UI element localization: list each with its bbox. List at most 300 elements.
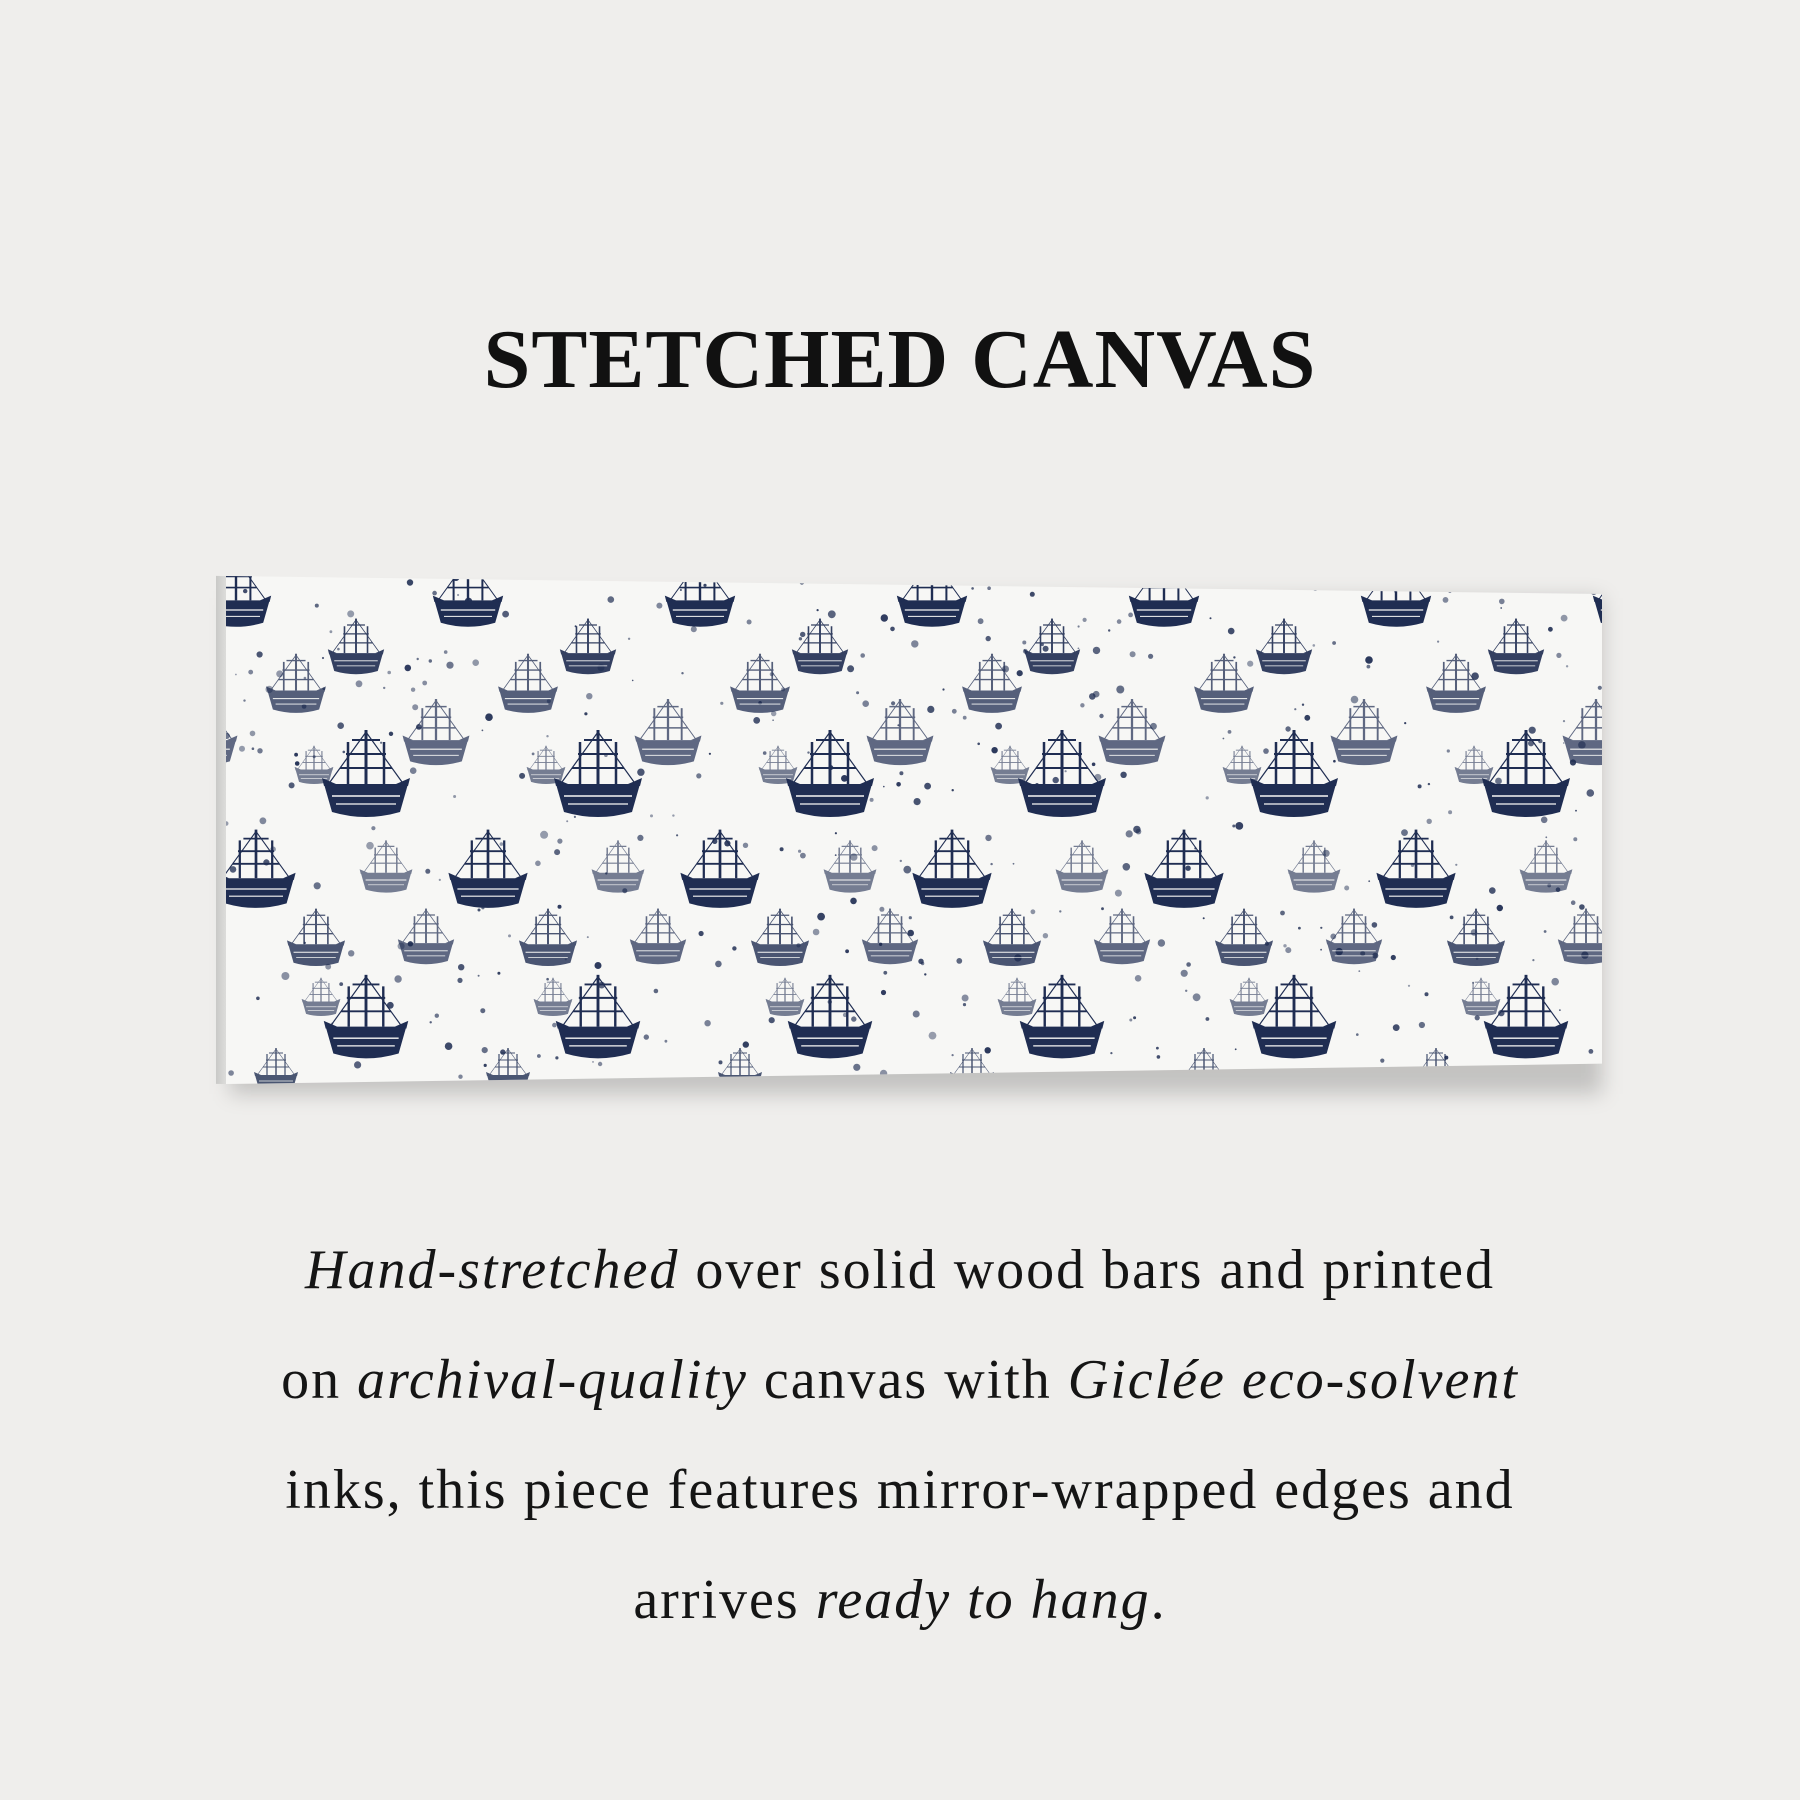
desc-line4-text-b: .: [1150, 1569, 1167, 1631]
dot-mark: [952, 789, 954, 791]
dot-mark: [1099, 714, 1103, 718]
sailing-ship-icon: [560, 619, 616, 675]
sailing-ship-icon: [592, 840, 645, 892]
dot-mark: [1110, 1052, 1112, 1054]
dot-mark: [1185, 866, 1190, 871]
dot-mark: [881, 990, 886, 995]
dot-mark: [1078, 625, 1080, 627]
dot-mark: [1031, 909, 1036, 914]
dot-mark: [422, 681, 427, 686]
canvas-print-mockup: [216, 576, 1602, 1086]
dot-mark: [990, 863, 992, 865]
dot-mark: [1232, 825, 1235, 828]
dot-mark: [650, 814, 653, 817]
dot-mark: [1181, 970, 1188, 977]
dot-mark: [1499, 599, 1505, 605]
dot-mark: [1448, 810, 1452, 814]
dot-mark: [1235, 1048, 1237, 1050]
dot-mark: [1228, 628, 1235, 635]
dot-mark: [1509, 576, 1513, 579]
dot-mark: [891, 701, 895, 705]
sailing-ship-icon: [322, 730, 410, 817]
dot-mark: [637, 769, 644, 776]
dot-mark: [1393, 1024, 1400, 1031]
dot-mark: [478, 909, 481, 912]
dot-mark: [1126, 579, 1128, 581]
dot-mark: [552, 1023, 557, 1028]
dot-mark: [257, 651, 263, 657]
dot-mark: [1093, 691, 1100, 698]
dot-mark: [1447, 749, 1450, 752]
dot-mark: [347, 610, 354, 617]
sailing-ship-icon: [324, 975, 408, 1059]
dot-mark: [952, 1054, 954, 1056]
dot-mark: [1332, 641, 1336, 645]
sailing-ship-icon: [1129, 576, 1199, 627]
sailing-ship-icon: [1230, 978, 1269, 1016]
dot-mark: [444, 650, 448, 654]
dot-mark: [956, 958, 962, 964]
dot-mark: [921, 962, 924, 965]
sailing-ship-icon: [302, 978, 341, 1016]
dot-mark: [709, 753, 711, 755]
sailing-ship-icon: [1024, 619, 1080, 675]
dot-mark: [480, 1008, 485, 1013]
sailing-ship-icon: [266, 654, 326, 713]
dot-mark: [1425, 992, 1429, 996]
dot-mark: [1575, 810, 1577, 812]
sailing-ship-icon: [1558, 909, 1602, 965]
dot-mark: [1053, 777, 1059, 783]
dot-mark: [1298, 927, 1301, 930]
sailing-ship-icon: [519, 909, 577, 966]
dot-mark: [1572, 578, 1574, 580]
dot-mark: [1404, 722, 1406, 724]
dot-mark: [226, 821, 229, 826]
dot-mark: [235, 674, 237, 676]
dot-mark: [435, 1014, 439, 1018]
dot-mark: [354, 1061, 361, 1068]
dot-mark: [1158, 939, 1165, 946]
dot-mark: [807, 751, 809, 753]
dot-mark: [1193, 993, 1201, 1001]
dot-mark: [387, 671, 391, 675]
dot-mark: [1185, 990, 1187, 992]
dot-mark: [1148, 654, 1153, 659]
dot-mark: [1571, 900, 1576, 905]
dot-mark: [330, 630, 333, 633]
sailing-ship-icon: [1376, 830, 1455, 908]
dot-mark: [1559, 1009, 1561, 1011]
dot-mark: [1561, 615, 1568, 622]
dot-mark: [835, 854, 837, 856]
product-description: [150, 1215, 1650, 1655]
dot-mark: [540, 831, 548, 839]
sailing-ship-icon: [867, 699, 934, 765]
dot-mark: [1302, 704, 1304, 706]
sailing-ship-icon: [998, 978, 1037, 1016]
dot-mark: [772, 719, 774, 721]
dot-mark: [405, 665, 412, 672]
sailing-ship-icon: [486, 1048, 530, 1084]
dot-mark: [1116, 686, 1124, 694]
dot-mark: [389, 732, 393, 736]
dot-mark: [1043, 646, 1049, 652]
sailing-ship-icon: [226, 699, 237, 765]
dot-mark: [719, 1060, 723, 1064]
dot-mark: [896, 782, 901, 787]
dot-mark: [1320, 927, 1322, 929]
dot-mark: [1194, 582, 1196, 584]
dot-mark: [228, 1070, 234, 1076]
dot-mark: [1108, 629, 1110, 631]
sailing-ship-icon: [1484, 975, 1568, 1059]
dot-mark: [985, 835, 991, 841]
desc-emphasis-archival: archival-quality: [357, 1349, 748, 1411]
dot-mark: [1541, 817, 1548, 824]
dot-mark: [592, 1061, 594, 1063]
dot-mark: [1223, 738, 1225, 740]
dot-mark: [860, 653, 865, 658]
dot-mark: [1351, 696, 1359, 704]
dot-mark: [598, 1062, 602, 1066]
desc-emphasis-ready: ready to hang: [815, 1569, 1151, 1631]
dot-mark: [584, 712, 587, 715]
sailing-ship-icon: [1256, 619, 1312, 675]
dot-mark: [537, 1054, 541, 1058]
dot-mark: [1419, 1022, 1425, 1028]
dot-mark: [800, 853, 806, 859]
dot-mark: [1401, 829, 1408, 836]
sailing-ship-icon: [1018, 730, 1106, 817]
sailing-ship-icon: [328, 619, 384, 675]
dot-mark: [339, 982, 343, 986]
dot-mark: [903, 866, 911, 874]
dot-mark: [411, 688, 415, 692]
sailing-ship-icon: [630, 909, 686, 965]
dot-mark: [924, 973, 926, 975]
dot-mark: [1500, 607, 1502, 609]
sailing-ship-icon: [824, 840, 877, 892]
dot-mark: [847, 665, 854, 672]
dot-mark: [457, 594, 459, 596]
dot-mark: [502, 611, 509, 618]
dot-mark: [1590, 588, 1597, 595]
dot-mark: [1130, 651, 1136, 657]
dot-mark: [586, 693, 592, 699]
sailing-ship-icon: [1194, 654, 1254, 713]
dot-mark: [879, 907, 884, 912]
dot-mark: [881, 614, 888, 621]
dot-mark: [813, 929, 820, 936]
dot-mark: [260, 817, 267, 824]
sailing-ship-icon: [403, 699, 470, 765]
sailing-ship-icon: [527, 746, 566, 784]
dot-mark: [1358, 970, 1360, 972]
dot-mark: [243, 699, 245, 701]
dot-mark: [257, 748, 262, 753]
page-title: STETCHED CANVAS: [483, 313, 1317, 406]
sailing-ship-icon: [398, 909, 454, 965]
dot-mark: [1320, 949, 1322, 951]
desc-emphasis-giclee: Giclée eco-solvent: [1067, 1349, 1519, 1411]
dot-mark: [1092, 763, 1096, 767]
desc-line4-text-a: arrives: [633, 1569, 816, 1631]
dot-mark: [1136, 829, 1142, 835]
dot-mark: [1489, 887, 1496, 894]
dot-mark: [986, 636, 991, 641]
dot-mark: [1589, 1049, 1594, 1054]
dot-mark: [872, 845, 878, 851]
dot-mark: [817, 913, 825, 921]
sailing-ship-icon: [1462, 978, 1501, 1016]
dot-mark: [962, 995, 969, 1002]
dot-mark: [1471, 672, 1479, 680]
dot-mark: [991, 747, 997, 753]
sailing-ship-icon: [295, 746, 334, 784]
dot-mark: [574, 816, 576, 818]
dot-mark: [508, 934, 511, 937]
dot-mark: [1235, 822, 1243, 830]
dot-mark: [478, 975, 480, 977]
dot-mark: [924, 783, 931, 790]
dot-mark: [295, 761, 300, 766]
dot-mark: [322, 657, 324, 659]
dot-mark: [753, 717, 760, 724]
dot-mark: [429, 659, 432, 662]
dot-mark: [1313, 644, 1316, 647]
dot-mark: [371, 826, 375, 830]
sailing-ship-icon: [1252, 975, 1336, 1059]
dot-mark: [914, 798, 921, 805]
dot-mark: [557, 839, 562, 844]
dot-mark: [913, 1011, 920, 1018]
dot-mark: [1304, 715, 1310, 721]
dot-mark: [380, 742, 382, 744]
dot-mark: [558, 905, 562, 909]
dot-mark: [1078, 648, 1080, 650]
dot-mark: [856, 691, 859, 694]
sailing-ship-icon: [786, 730, 874, 817]
dot-mark: [1117, 619, 1122, 624]
dot-mark: [1059, 910, 1061, 912]
sailing-ship-icon: [534, 978, 573, 1016]
dot-mark: [1344, 886, 1349, 891]
dot-mark: [845, 949, 849, 953]
dot-mark: [870, 798, 874, 802]
sailing-ship-icon: [554, 730, 642, 817]
dot-mark: [1598, 686, 1602, 690]
dot-mark: [1556, 653, 1561, 658]
sailing-ship-icon: [1361, 576, 1431, 627]
sailing-ship-icon: [1563, 699, 1602, 765]
dot-mark: [1101, 907, 1104, 910]
dot-mark: [1017, 670, 1023, 676]
sailing-ship-icon: [788, 975, 872, 1059]
dot-mark: [1529, 727, 1536, 734]
dot-mark: [672, 814, 674, 816]
dot-mark: [985, 1047, 991, 1053]
sailing-ship-icon: [1488, 619, 1544, 675]
dot-mark: [1126, 830, 1133, 837]
dot-mark: [681, 672, 683, 674]
dot-mark: [383, 687, 385, 689]
dot-mark: [680, 589, 682, 591]
dot-mark: [800, 632, 805, 637]
dot-mark: [1313, 586, 1318, 591]
desc-line2-text-b: canvas with: [747, 1349, 1068, 1411]
dot-mark: [1587, 789, 1595, 797]
dot-mark: [554, 849, 560, 855]
sailing-ship-icon: [1455, 746, 1494, 784]
dot-mark: [446, 662, 453, 669]
dot-mark: [566, 820, 568, 822]
sailing-ship-icon: [751, 909, 809, 966]
dot-mark: [798, 850, 801, 853]
dot-mark: [453, 795, 456, 798]
dot-mark: [1263, 748, 1269, 754]
dot-mark: [900, 860, 902, 862]
dot-mark: [256, 997, 260, 1001]
dot-mark: [250, 731, 256, 737]
dot-mark: [1093, 647, 1100, 654]
dot-mark: [632, 680, 634, 682]
dot-mark: [1450, 916, 1454, 920]
dot-mark: [1418, 784, 1422, 788]
sailing-ship-icon: [1593, 576, 1602, 627]
dot-mark: [1129, 1019, 1132, 1022]
dot-mark: [366, 842, 374, 850]
sailing-ship-icon: [792, 619, 848, 675]
dot-mark: [1486, 589, 1490, 593]
dot-mark: [1156, 1047, 1159, 1050]
dot-mark: [472, 659, 479, 666]
dot-mark: [1544, 930, 1547, 933]
dot-mark: [407, 579, 413, 585]
dot-mark: [1455, 864, 1457, 866]
dot-mark: [1579, 904, 1585, 910]
dot-mark: [963, 1003, 966, 1006]
dot-mark: [715, 961, 722, 968]
dot-mark: [1206, 796, 1209, 799]
dot-mark: [1233, 656, 1235, 658]
dot-mark: [899, 771, 903, 775]
dot-mark: [1280, 911, 1285, 916]
dot-mark: [995, 723, 1002, 730]
dot-mark: [1548, 627, 1553, 632]
dot-mark: [1022, 641, 1026, 645]
dot-mark: [412, 704, 418, 710]
dot-mark: [1367, 665, 1371, 669]
dot-mark: [799, 637, 802, 640]
dot-mark: [665, 1040, 668, 1043]
sailing-ship-icon: [254, 1048, 298, 1084]
dot-mark: [743, 1041, 749, 1047]
dot-mark: [348, 950, 354, 956]
dot-mark: [1139, 576, 1144, 580]
sailing-ship-icon: [912, 830, 991, 908]
sailing-ship-icon: [1426, 654, 1486, 713]
dot-mark: [963, 716, 967, 720]
ships-layer: [226, 576, 1602, 1084]
dot-mark: [497, 972, 500, 975]
dot-mark: [1133, 1016, 1136, 1019]
sailing-ship-icon: [1215, 909, 1273, 966]
dot-mark: [1545, 836, 1547, 838]
dot-mark: [1368, 880, 1370, 882]
dot-mark: [1428, 783, 1430, 785]
dot-mark: [519, 773, 525, 779]
dot-mark: [248, 670, 253, 675]
dot-mark: [430, 1021, 432, 1023]
dot-mark: [1203, 917, 1205, 919]
dot-mark: [952, 709, 957, 714]
dot-mark: [1128, 613, 1133, 618]
sailing-ship-icon: [433, 576, 503, 627]
desc-emphasis-hand-stretched: Hand-stretched: [305, 1239, 680, 1301]
sailing-ship-icon: [448, 830, 527, 908]
dot-mark: [595, 962, 602, 969]
dot-mark: [1065, 770, 1067, 772]
sailing-ship-icon: [680, 830, 759, 908]
dot-mark: [1002, 666, 1009, 673]
dot-mark: [1145, 576, 1148, 579]
sailing-ship-icon: [1482, 730, 1570, 817]
dot-mark: [780, 847, 784, 851]
sailing-ship-icon: [1250, 730, 1338, 817]
dot-mark: [769, 1017, 775, 1023]
sailing-ship-icon: [498, 654, 558, 713]
sailing-ship-icon: [766, 978, 805, 1016]
dot-mark: [696, 773, 701, 778]
dot-mark: [644, 1034, 649, 1039]
dot-mark: [1157, 1055, 1161, 1059]
dot-mark: [971, 587, 974, 590]
dot-mark: [1532, 959, 1534, 961]
dot-mark: [927, 706, 934, 713]
dot-mark: [482, 1047, 488, 1053]
sailing-ship-icon: [1144, 830, 1223, 908]
desc-line3-text: inks, this piece features mirror-wrapped edges and: [285, 1459, 1515, 1521]
dot-mark: [485, 713, 493, 721]
sailing-ship-icon: [1223, 746, 1262, 784]
dot-mark: [1043, 933, 1048, 938]
dot-mark: [862, 700, 869, 707]
dot-mark: [1135, 975, 1142, 982]
dot-mark: [656, 603, 662, 609]
dot-mark: [314, 882, 321, 889]
dot-mark: [1563, 720, 1565, 722]
dot-mark: [1372, 922, 1378, 928]
dot-mark: [676, 834, 678, 836]
dot-mark: [394, 975, 401, 982]
dot-mark: [458, 964, 464, 970]
dot-mark: [1210, 617, 1212, 619]
dot-mark: [853, 1064, 860, 1071]
sailing-ship-icon: [1520, 840, 1573, 892]
sailing-ship-icon: [1288, 840, 1341, 892]
dot-mark: [500, 842, 504, 846]
dot-mark: [1115, 890, 1122, 897]
dot-mark: [1497, 905, 1503, 911]
dot-mark: [343, 751, 346, 754]
dot-mark: [1080, 703, 1084, 707]
dot-mark: [445, 1042, 453, 1050]
dot-mark: [1283, 944, 1286, 947]
desc-line2-text-a: on: [281, 1349, 358, 1411]
dot-mark: [1013, 863, 1015, 865]
dot-mark: [1323, 850, 1330, 857]
